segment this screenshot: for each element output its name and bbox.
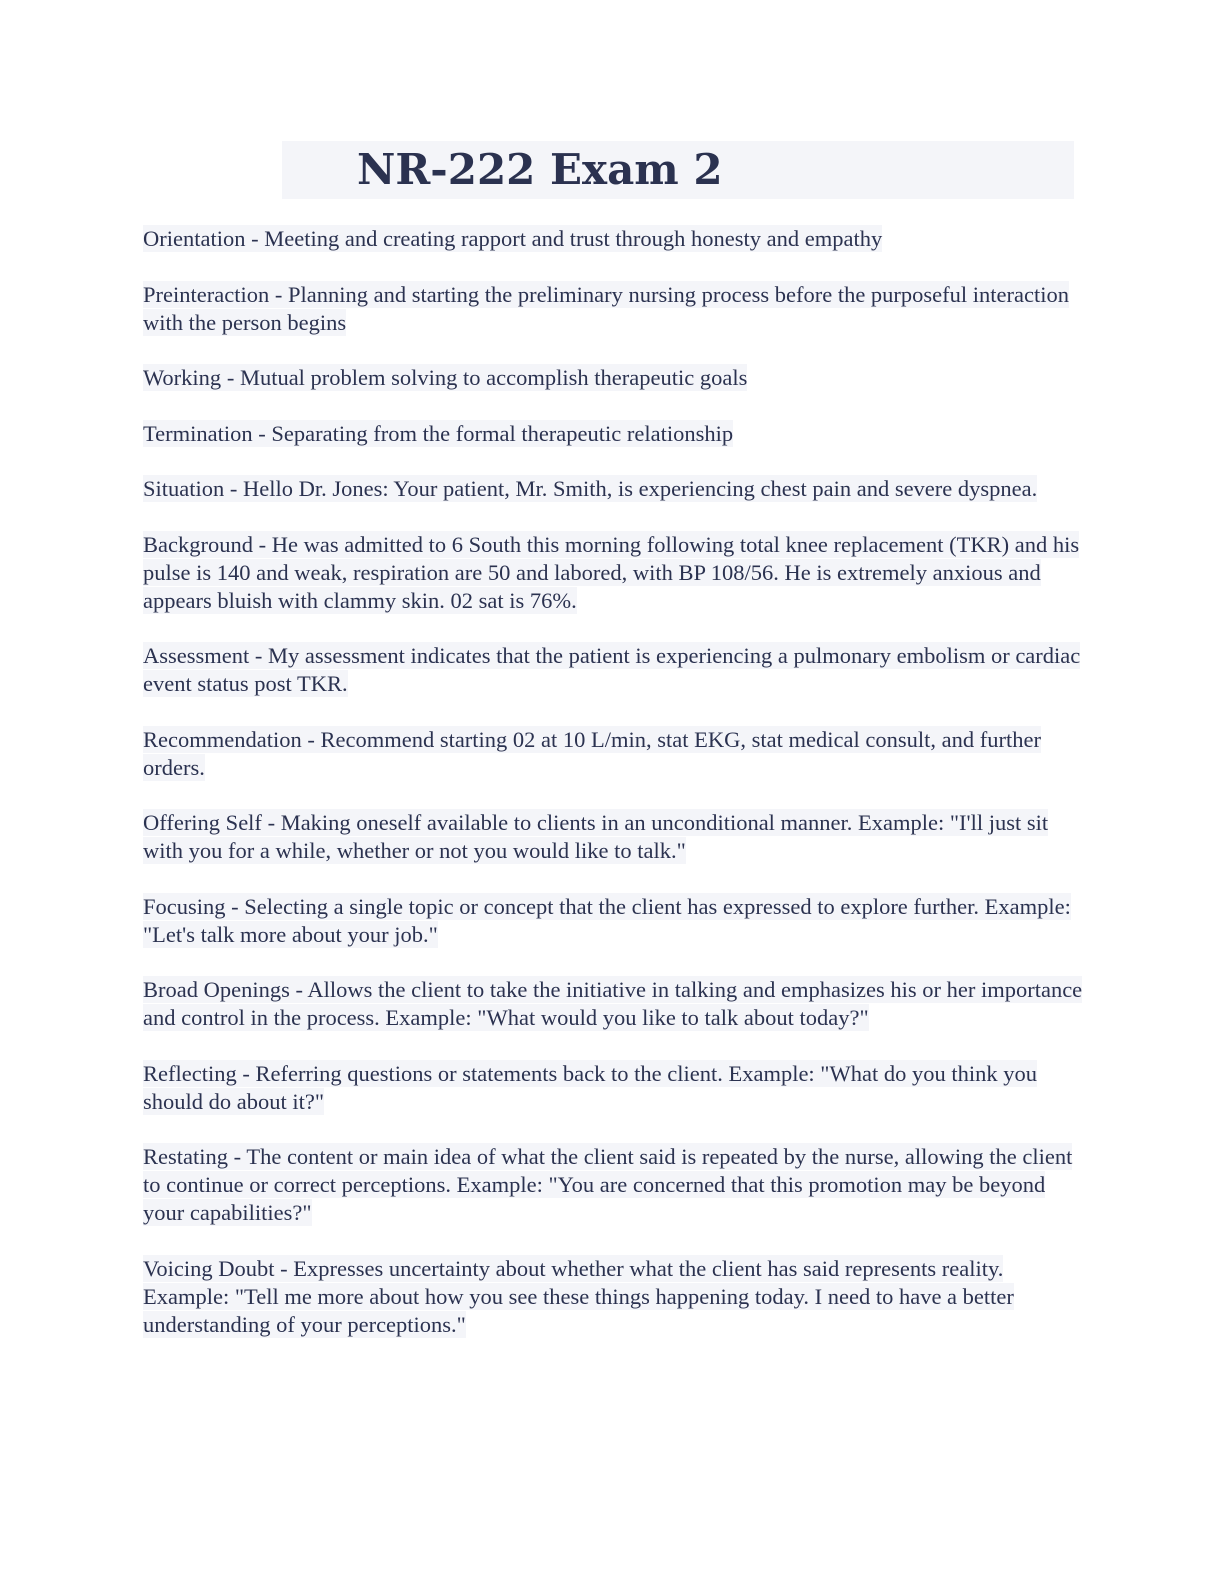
flashcard-entry: Preinteraction - Planning and starting the preliminary nursing process before the purposeful interaction with the person begins — [143, 281, 1069, 335]
flashcard-entry: Focusing - Selecting a single topic or concept that the client has expressed to explore further. Example: "Let's talk more about your job." — [143, 893, 1071, 947]
flashcard-entry: Recommendation - Recommend starting 02 at 10 L/min, stat EKG, stat medical consult, and further orders. — [143, 726, 1041, 780]
flashcard-entry: Broad Openings - Allows the client to take the initiative in talking and emphasizes his or her importance and control in the process. Example: "What would you like to talk about today?" — [143, 977, 1083, 1030]
entry-term: Situation — [143, 476, 225, 501]
flashcard-entry: Orientation - Meeting and creating rapport and trust through honesty and empathy — [143, 226, 883, 251]
entry-term: Preinteraction — [143, 281, 270, 307]
entry-definition: Referring questions or statements back to the client. Example: "What do you think you should do about it?" — [143, 1060, 1037, 1114]
flashcard-entry: Termination - Separating from the formal therapeutic relationship — [143, 420, 734, 446]
entry-term: Working — [143, 365, 222, 390]
entry-term: Reflecting — [143, 1060, 237, 1086]
entry-definition: My assessment indicates that the patient is experiencing a pulmonary embolism or cardiac event status post TKR. — [143, 643, 1081, 696]
flashcard-entry: Situation - Hello Dr. Jones: Your patient, Mr. Smith, is experiencing chest pain and severe dyspnea. — [143, 476, 1038, 501]
entry-term: Termination — [143, 420, 253, 446]
entry-definition: The content or main idea of what the client said is repeated by the nurse, allowing the client to continue or correct perceptions. Example: "You are concerned that this promotion may be beyond your capabilities?" — [143, 1144, 1073, 1225]
flashcard-entry: Restating - The content or main idea of what the client said is repeated by the nurse, allowing the client to continue or correct perceptions. Example: "You are concerned that this promotion may be beyond your capabilities?" — [143, 1144, 1073, 1225]
entry-term: Background — [143, 531, 253, 557]
entry-term: Orientation — [143, 226, 246, 251]
entry-definition: Selecting a single topic or concept that the client has expressed to explore further. Example: "Let's talk more about your job." — [143, 893, 1071, 947]
entry-term: Recommendation — [143, 726, 302, 752]
flashcard-entry: Voicing Doubt - Expresses uncertainty about whether what the client has said represents reality. Example: "Tell me more about how you see these things happening today. I need to have a better understanding of your perceptions." — [143, 1255, 1014, 1337]
entry-definition: Recommend starting 02 at 10 L/min, stat EKG, stat medical consult, and further orders. — [143, 726, 1041, 780]
entry-definition: Making oneself available to clients in an unconditional manner. Example: "I'll just sit with you for a while, whether or not you would like to talk." — [143, 810, 1049, 863]
entry-definition: Mutual problem solving to accomplish therapeutic goals — [234, 365, 748, 390]
entry-definition: Hello Dr. Jones: Your patient, Mr. Smith, is experiencing chest pain and severe dyspnea. — [243, 476, 1038, 501]
entry-definition: Planning and starting the preliminary nursing process before the purposeful interaction with the person begins — [143, 281, 1069, 335]
flashcard-entry: Working - Mutual problem solving to accomplish therapeutic goals — [143, 365, 748, 390]
entry-term: Restating — [143, 1144, 228, 1169]
flashcard-entry: Assessment - My assessment indicates that the patient is experiencing a pulmonary embolism or cardiac event status post TKR. — [143, 643, 1081, 696]
flashcard-entry: Background - He was admitted to 6 South this morning following total knee replacement (TKR) and his pulse is 140 and weak, respiration are 50 and labored, with BP 108/56. He is extremely anxious and appears bluish with clammy skin. 02 sat is 76%. — [143, 531, 1080, 613]
entry-term: Assessment — [143, 643, 250, 668]
title-bar — [282, 141, 1074, 199]
page-title: NR-222 Exam 2 — [357, 145, 723, 194]
entry-term: Offering Self — [143, 810, 262, 835]
flashcard-entry: Reflecting - Referring questions or statements back to the client. Example: "What do you think you should do about it?" — [143, 1060, 1037, 1114]
entry-definition: He was admitted to 6 South this morning following total knee replacement (TKR) and his pulse is 140 and weak, respiration are 50 and labored, with BP 108/56. He is extremely anxious and appears bluish with clammy skin. 02 sat is 76%. — [143, 531, 1080, 613]
entry-definition: Meeting and creating rapport and trust through honesty and empathy — [264, 226, 883, 251]
flashcard-list — [143, 225, 1083, 1366]
entry-term: Focusing — [143, 893, 226, 919]
entry-definition: Separating from the formal therapeutic relationship — [271, 420, 734, 446]
entry-definition: Expresses uncertainty about whether what the client has said represents reality. Example: "Tell me more about how you see these things happening today. I need to have a better understanding of your perceptions." — [143, 1255, 1014, 1337]
entry-term: Broad Openings — [143, 977, 290, 1002]
entry-definition: Allows the client to take the initiative in talking and emphasizes his or her importance and control in the process. Example: "What would you like to talk about today?" — [143, 977, 1083, 1030]
entry-term: Voicing Doubt — [143, 1255, 275, 1281]
flashcard-entry: Offering Self - Making oneself available to clients in an unconditional manner. Example: "I'll just sit with you for a while, whether or not you would like to talk." — [143, 810, 1049, 863]
